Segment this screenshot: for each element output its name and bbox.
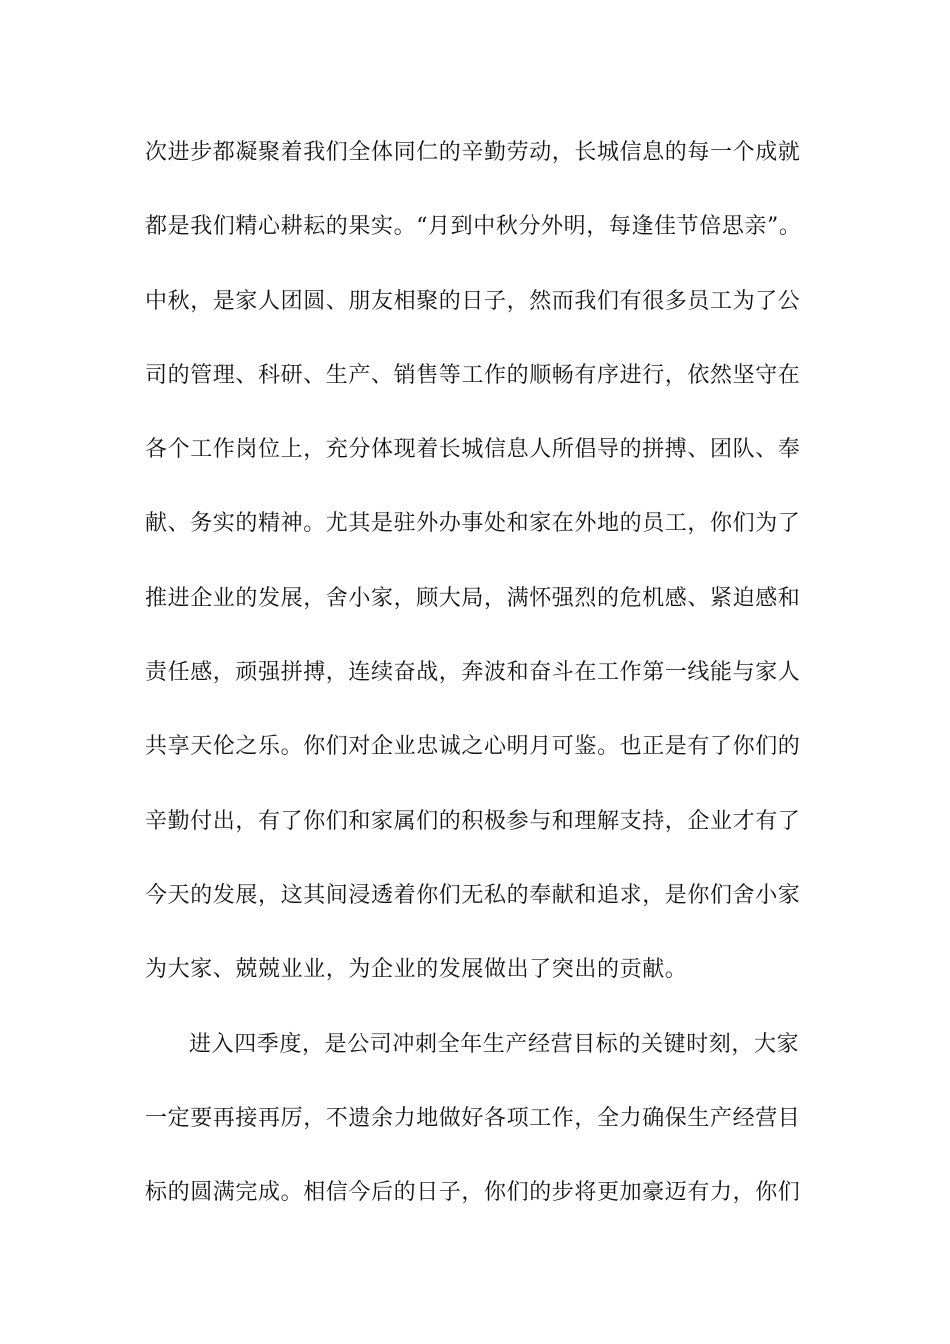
text-line: 都是我们精心耕耘的果实。“月到中秋分外明，每逢佳节倍思亲”。 [145,214,802,240]
text-line: 次进步都凝聚着我们全体同仁的辛勤劳动，长城信息的每一个成就 [145,140,801,165]
text-line: 各个工作岗位上，充分体现着长城信息人所倡导的拼搏、团队、奉 [145,437,801,463]
text-line: 标的圆满完成。相信今后的日子，你们的步将更加豪迈有力，你们 [145,1180,801,1206]
text-line: 责任感，顽强拼搏，连续奋战，奔波和奋斗在工作第一线能与家人 [145,660,801,686]
text-line: 献、务实的精神。尤其是驻外办事处和家在外地的员工，你们为了 [145,511,801,537]
text-line: 推进企业的发展，舍小家，顾大局，满怀强烈的危机感、紧迫感和 [145,585,801,611]
text-line: 一定要再接再厉，不遗余力地做好各项工作，全力确保生产经营目 [145,1105,801,1131]
body-text [145,133,825,1247]
paragraph-start-line: 进入四季度，是公司冲刺全年生产经营目标的关键时刻，大家 [189,1031,800,1057]
text-line: 中秋，是家人团圆、朋友相聚的日子，然而我们有很多员工为了公 [145,288,801,314]
text-line: 司的管理、科研、生产、销售等工作的顺畅有序进行，依然坚守在 [145,362,801,388]
text-line: 今天的发展，这其间浸透着你们无私的奉献和追求，是你们舍小家 [145,882,801,908]
text-line: 辛勤付出，有了你们和家属们的积极参与和理解支持，企业才有了 [145,808,801,834]
text-line: 共享天伦之乐。你们对企业忠诚之心明月可鉴。也正是有了你们的 [145,734,801,760]
text-line: 为大家、兢兢业业，为企业的发展做出了突出的贡献。 [145,957,688,983]
